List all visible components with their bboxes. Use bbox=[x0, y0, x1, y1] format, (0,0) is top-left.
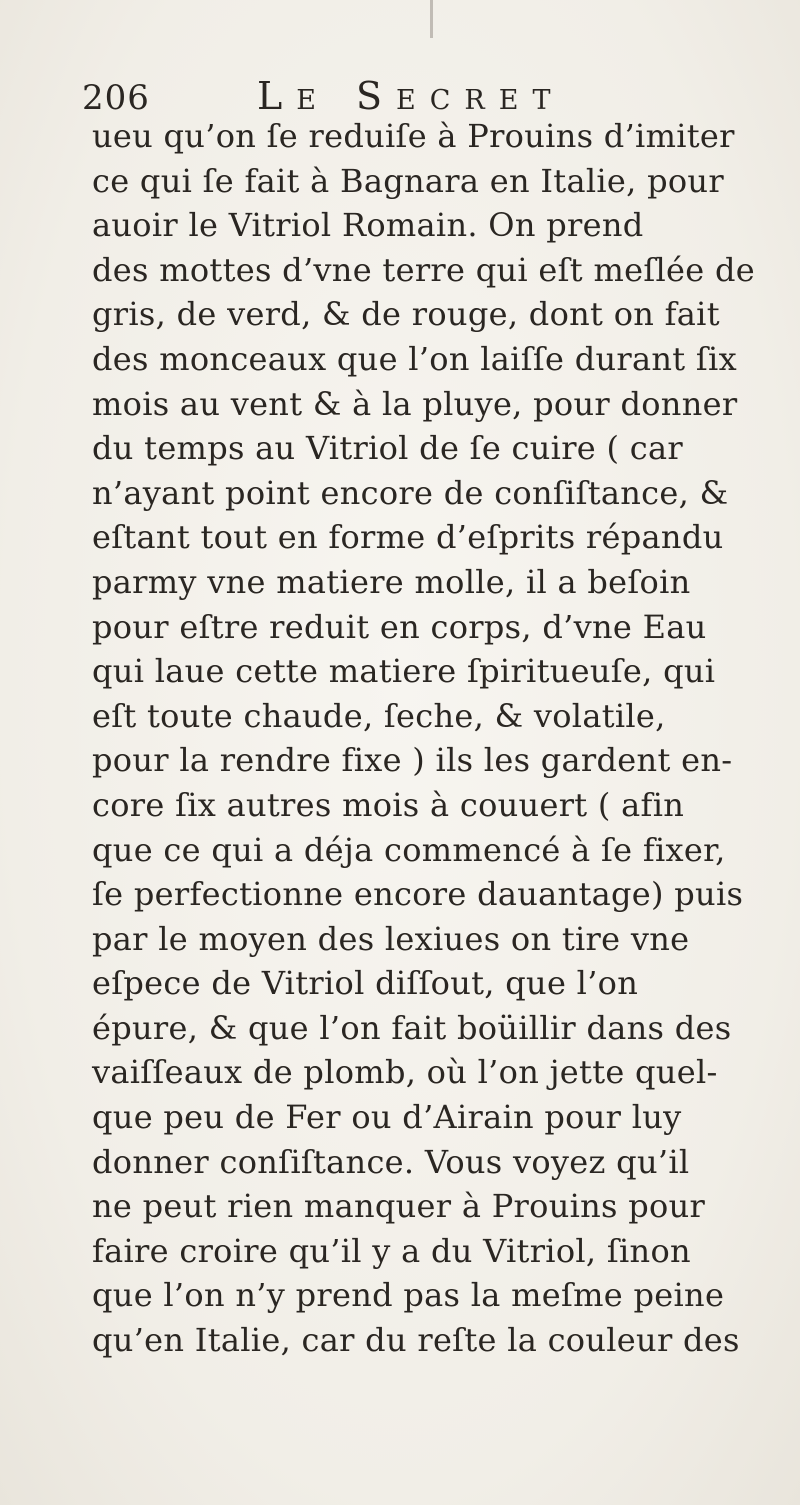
text-line: auoir le Vitriol Romain. On prend bbox=[92, 206, 644, 245]
text-line: ſe perfectionne encore dauantage) puis bbox=[92, 875, 744, 914]
text-line: core ſix autres mois à couuert ( afin bbox=[92, 785, 685, 824]
text-line: que ce qui a déja commencé à ſe fixer, bbox=[92, 830, 726, 869]
text-line: pour la rendre fixe ) ils les gardent en- bbox=[92, 741, 733, 780]
text-line: qui laue cette matiere ſpiritueuſe, qui bbox=[92, 652, 716, 691]
page-number: 206 bbox=[82, 78, 150, 118]
text-line: eſt toute chaude, ſeche, & volatile, bbox=[92, 696, 666, 735]
text-line: des mottes d’vne terre qui eſt meſlée de bbox=[92, 250, 755, 289]
text-line: que peu de Fer ou d’Airain pour luy bbox=[92, 1098, 682, 1137]
text-line: donner conſiſtance. Vous voyez qu’il bbox=[92, 1142, 690, 1181]
running-title: Le Secret bbox=[257, 74, 565, 118]
text-line: faire croire qu’il y a du Vitriol, ſinon bbox=[92, 1231, 691, 1270]
text-line: ueu qu’on ſe reduiſe à Prouins d’imiter bbox=[92, 117, 735, 155]
text-line: gris, de verd, & de rouge, dont on fait bbox=[92, 295, 720, 334]
page-header bbox=[82, 70, 782, 118]
text-line: épure, & que l’on fait boüillir dans des bbox=[92, 1008, 732, 1047]
text-line: vaiſſeaux de plomb, où l’on jette quel- bbox=[92, 1053, 718, 1092]
text-line: eſpece de Vitriol diſſout, que l’on bbox=[92, 964, 639, 1003]
margin-mark bbox=[430, 0, 433, 38]
text-line: eſtant tout en forme d’eſprits répandu bbox=[92, 518, 724, 557]
text-line: mois au vent & à la pluye, pour donner bbox=[92, 384, 738, 423]
text-line: du temps au Vitriol de ſe cuire ( car bbox=[92, 429, 683, 468]
text-line: n’ayant point encore de conſiſtance, & bbox=[92, 473, 729, 512]
body-text bbox=[92, 114, 792, 1363]
text-line: que l’on n’y prend pas la meſme peine bbox=[92, 1276, 725, 1315]
text-line: parmy vne matiere molle, il a beſoin bbox=[92, 562, 691, 601]
text-line: ne peut rien manquer à Prouins pour bbox=[92, 1187, 706, 1226]
text-line: qu’en Italie, car du reſte la couleur des bbox=[92, 1321, 740, 1360]
text-line: pour eſtre reduit en corps, d’vne Eau bbox=[92, 607, 707, 646]
text-line: ce qui ſe fait à Bagnara en Italie, pour bbox=[92, 161, 724, 200]
text-line: par le moyen des lexiues on tire vne bbox=[92, 919, 690, 958]
text-line: des monceaux que l’on laiſſe durant ſix bbox=[92, 339, 737, 378]
